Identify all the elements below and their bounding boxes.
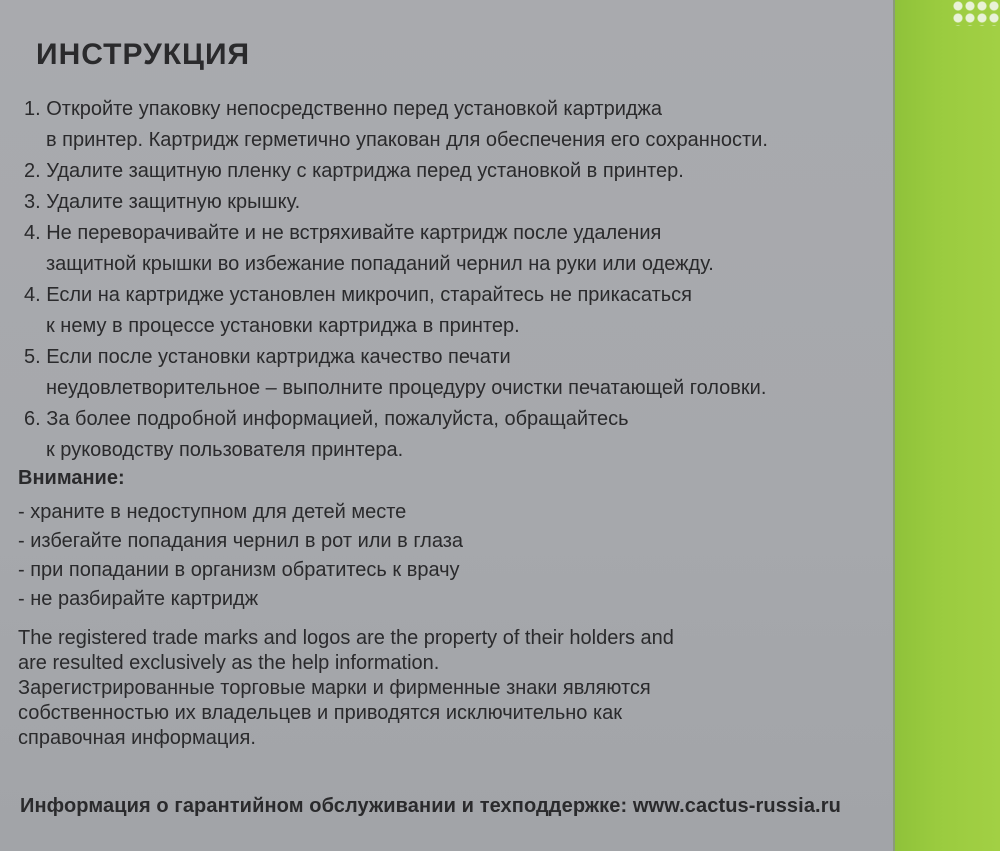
warning-item: - при попадании в организм обратитесь к врачу [18, 559, 460, 581]
step-line: 4. Не переворачивайте и не встряхивайте картридж после удаления [24, 222, 662, 244]
warning-list [18, 498, 463, 614]
warning-item: - не разбирайте картридж [18, 588, 259, 610]
step-line: 5. Если после установки картриджа качество печати [24, 346, 511, 368]
dot-pattern [952, 0, 1000, 26]
step-line: 3. Удалите защитную крышку. [24, 191, 301, 213]
step-line-continued: защитной крышки во избежание попаданий чернил на руки или одежду. [46, 253, 714, 275]
step-line: 4. Если на картридже установлен микрочип, старайтесь не прикасаться [24, 284, 692, 306]
instruction-list [24, 94, 884, 466]
page-title: ИНСТРУКЦИЯ [36, 38, 251, 71]
warning-heading: Внимание: [18, 467, 125, 489]
green-side-strip [893, 0, 1000, 851]
trademark-ru-line: Зарегистрированные торговые марки и фирменные знаки являются [18, 677, 651, 699]
warning-item: - избегайте попадания чернил в рот или в глаза [18, 530, 464, 552]
trademark-en-line: are resulted exclusively as the help information. [18, 652, 440, 674]
step-line: 2. Удалите защитную пленку с картриджа перед установкой в принтер. [24, 160, 684, 182]
trademark-ru-line: собственностью их владельцев и приводятся исключительно как [18, 702, 623, 724]
step-line-continued: в принтер. Картридж герметично упакован для обеспечения его сохранности. [46, 129, 768, 151]
step-line-continued: к нему в процессе установки картриджа в принтер. [46, 315, 520, 337]
instruction-step [24, 342, 884, 404]
instruction-step [24, 156, 884, 187]
trademark-en-line: The registered trade marks and logos are the property of their holders and [18, 627, 674, 649]
trademark-ru-line: справочная информация. [18, 727, 256, 749]
step-line: 1. Откройте упаковку непосредственно перед установкой картриджа [24, 98, 663, 120]
instruction-step [24, 94, 884, 156]
trademark-notice [18, 626, 878, 751]
step-line: 6. За более подробной информацией, пожалуйста, обращайтесь [24, 408, 629, 430]
instruction-step [24, 187, 884, 218]
warning-item: - храните в недоступном для детей месте [18, 501, 407, 523]
instruction-step [24, 404, 884, 466]
step-line-continued: к руководству пользователя принтера. [46, 439, 404, 461]
instruction-step [24, 218, 884, 280]
step-line-continued: неудовлетворительное – выполните процедуру очистки печатающей головки. [46, 377, 767, 399]
support-info: Информация о гарантийном обслуживании и техподдержке: www.cactus-russia.ru [20, 795, 841, 817]
instruction-step [24, 280, 884, 342]
